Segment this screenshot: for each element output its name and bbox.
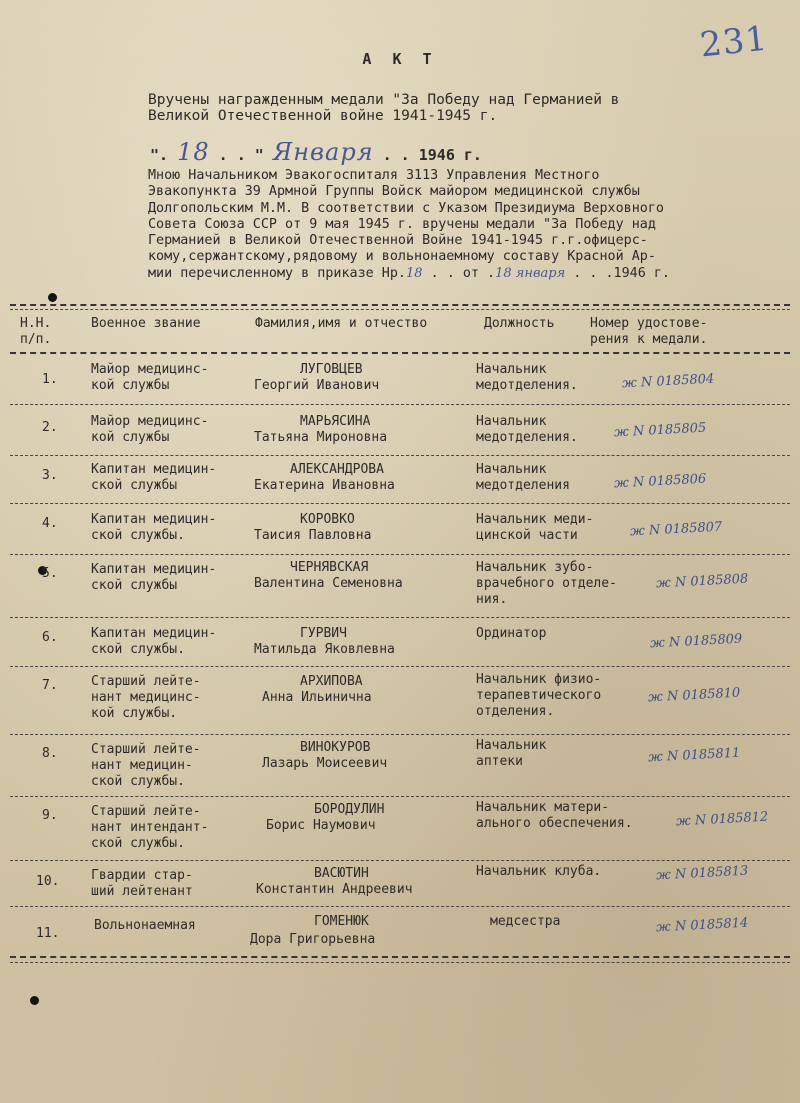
row-num: 11. (36, 926, 60, 941)
row-given-name: Дора Григорьевна (250, 932, 376, 947)
row-given-name: Анна Ильинична (262, 690, 372, 705)
row-surname: МАРЬЯСИНА (300, 414, 371, 429)
row-position: Начальник клуба. (476, 864, 602, 879)
binder-hole (30, 996, 39, 1005)
order-text-mid: . . от . (422, 266, 496, 281)
row-num: 10. (36, 874, 60, 889)
binder-hole (48, 293, 57, 302)
order-text-after: . . .1946 г. (565, 266, 670, 281)
row-rank: Капитан медицин- ской службы (91, 562, 217, 593)
row-given-name: Татьяна Мироновна (254, 430, 388, 445)
row-cert-number: ж N 0185808 (655, 571, 749, 592)
row-position: Начальник меди- цинской части (476, 512, 594, 543)
date-suffix: . . 1946 г. (373, 146, 482, 164)
intro-paragraph: Мною Начальником Эвакогоспиталя 3113 Управления Местного Эвакопункта 39 Армной Группы Войск майором медицинской службы Долгопольским М.М. В соответствии с Указом Президиума Верховного Совета Союза ССР от 9 мая 1945 г. вручены медали "За Победу над Германией в Великой Отечественной Войне 1941-1945 г.г.офицерс- кому,сержантскому,рядовому и вольнонаемному составу Красной Ар- (148, 168, 664, 265)
table-bottom-rule (10, 956, 790, 958)
table-top-rule (10, 304, 790, 306)
intro-foot (148, 266, 778, 281)
header-name: Фамилия,имя и отчество (255, 316, 428, 331)
row-num: 8. (42, 746, 58, 761)
order-date: 18 января (495, 266, 566, 281)
row-cert-number: ж N 0185805 (613, 420, 707, 441)
row-position: Начальник физио- терапевтического отделения. (476, 672, 602, 719)
row-position: медсестра (490, 914, 561, 929)
date-month: Января (272, 138, 374, 166)
row-divider (10, 860, 790, 861)
document-subtitle: Вручены награжденным медали "За Победу над Германией в Великой Отечественной войне 1941-1945 г. (148, 92, 620, 124)
row-position: Начальник медотделения. (476, 362, 578, 393)
row-rank: Старший лейте- нант медицин- ской службы. (91, 742, 201, 789)
row-position: Начальник матери- ального обеспечения. (476, 800, 633, 831)
header-rank: Военное звание (91, 316, 201, 331)
row-given-name: Георгий Иванович (254, 378, 380, 393)
row-given-name: Константин Андреевич (256, 882, 413, 897)
row-rank: Гвардии стар- ший лейтенант (91, 868, 193, 899)
row-divider (10, 455, 790, 456)
row-rank: Капитан медицин- ской службы. (91, 512, 217, 543)
row-cert-number: ж N 0185806 (613, 471, 707, 492)
row-rank: Старший лейте- нант интендант- ской службы. (91, 804, 209, 851)
row-divider (10, 404, 790, 405)
row-position: Начальник медотделения. (476, 414, 578, 445)
row-rank: Майор медицинс- кой службы (91, 362, 209, 393)
row-position: Начальник зубо- врачебного отделе- ния. (476, 560, 617, 607)
row-cert-number: ж N 0185814 (655, 915, 749, 936)
row-divider (10, 503, 790, 504)
row-num: 2. (42, 420, 58, 435)
row-divider (10, 617, 790, 618)
row-cert-number: ж N 0185813 (655, 863, 749, 884)
date-prefix: ". (150, 146, 178, 164)
row-cert-number: ж N 0185804 (621, 371, 715, 392)
row-given-name: Екатерина Ивановна (254, 478, 395, 493)
row-num: 5. (42, 566, 58, 581)
archive-number: 231 (698, 18, 770, 66)
header-rule (10, 352, 790, 354)
row-divider (10, 554, 790, 555)
order-text-before: мии перечисленному в приказе Нр. (148, 266, 406, 281)
row-surname: ВИНОКУРОВ (300, 740, 371, 755)
order-number: 18 (405, 266, 423, 281)
row-given-name: Матильда Яковлевна (254, 642, 395, 657)
row-rank: Майор медицинс- кой службы (91, 414, 209, 445)
row-position: Начальник медотделения (476, 462, 570, 493)
row-rank: Капитан медицин- ской службы. (91, 626, 217, 657)
row-cert-number: ж N 0185812 (675, 809, 769, 830)
row-given-name: Борис Наумович (266, 818, 376, 833)
row-divider (10, 796, 790, 797)
document-title: А К Т (362, 50, 438, 68)
row-num: 4. (42, 516, 58, 531)
row-num: 7. (42, 678, 58, 693)
row-surname: ГУРВИЧ (300, 626, 347, 641)
row-cert-number: ж N 0185807 (629, 519, 723, 540)
date-mid: . . " (209, 146, 273, 164)
row-num: 9. (42, 808, 58, 823)
date-line (150, 138, 482, 166)
row-surname: АРХИПОВА (300, 674, 363, 689)
header-cert: Номер удостове- рения к медали. (590, 316, 708, 347)
row-cert-number: ж N 0185811 (647, 745, 741, 766)
row-surname: АЛЕКСАНДРОВА (290, 462, 384, 477)
row-given-name: Лазарь Моисеевич (262, 756, 388, 771)
row-num: 3. (42, 468, 58, 483)
row-given-name: Валентина Семеновна (254, 576, 403, 591)
header-position: Должность (484, 316, 555, 331)
row-cert-number: ж N 0185810 (647, 685, 741, 706)
row-cert-number: ж N 0185809 (649, 631, 743, 652)
row-num: 6. (42, 630, 58, 645)
row-divider (10, 906, 790, 907)
row-surname: ВАСЮТИН (314, 866, 369, 881)
table-bottom-rule (10, 962, 790, 963)
row-surname: БОРОДУЛИН (314, 802, 385, 817)
row-position: Начальник аптеки (476, 738, 547, 769)
header-num: Н.Н. п/п. (20, 316, 52, 347)
row-given-name: Таисия Павловна (254, 528, 372, 543)
row-divider (10, 734, 790, 735)
row-position: Ординатор (476, 626, 547, 641)
row-rank: Вольнонаемная (94, 918, 196, 933)
row-num: 1. (42, 372, 58, 387)
row-surname: ГОМЕНЮК (314, 914, 369, 929)
row-rank: Капитан медицин- ской службы (91, 462, 217, 493)
row-divider (10, 666, 790, 667)
date-day: 18 (177, 138, 210, 166)
row-surname: ЛУГОВЦЕВ (300, 362, 363, 377)
row-rank: Старший лейте- нант медицинс- кой службы. (91, 674, 201, 721)
table-top-rule (10, 309, 790, 310)
row-surname: КОРОВКО (300, 512, 355, 527)
row-surname: ЧЕРНЯВСКАЯ (290, 560, 369, 575)
